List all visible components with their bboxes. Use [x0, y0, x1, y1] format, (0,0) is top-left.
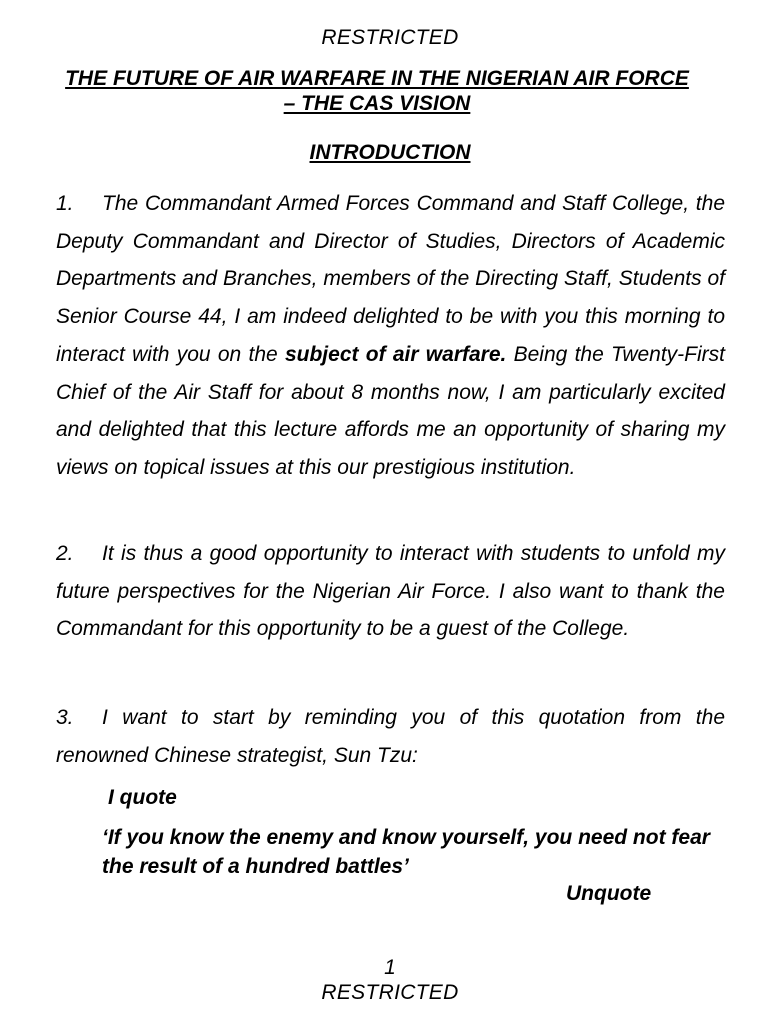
paragraph-3: [56, 699, 725, 774]
document-title: THE FUTURE OF AIR WARFARE IN THE NIGERIAN AIR FORCE – THE CAS VISION: [65, 67, 689, 115]
paragraph-text: I want to start by reminding you of this quotation from the renowned Chinese strategist, Sun Tzu:: [56, 706, 725, 767]
header-classification: RESTRICTED: [321, 26, 459, 49]
paragraph-emphasis: subject of air warfare.: [284, 342, 507, 366]
quote-open-label: I quote: [108, 786, 177, 809]
quote-close-label: Unquote: [566, 882, 652, 905]
footer-classification: RESTRICTED: [321, 981, 459, 1004]
paragraph-text: It is thus a good opportunity to interact with students to unfold my future perspectives for the Nigerian Air Force. I also want to thank the Commandant for this opportunity to be a guest of the College.: [56, 542, 725, 641]
paragraph-text: The Commandant Armed Forces Command and Staff College, the Deputy Commandant and Director of Studies, Directors of Academic Departments and Branches, members of the Directing Staff, Students of Senior Course 44, I am indeed delighted to be with you this morning to interact with you on the: [56, 192, 725, 366]
paragraph-text: Being the Twenty-First Chief of the Air Staff for about 8 months now, I am particularly excited and delighted that this lecture affords me an opportunity of sharing my views on topical issues at this our prestigious institution.: [56, 342, 725, 479]
quotation: ‘If you know the enemy and know yourself, you need not fear the result of a hundred battles’: [102, 826, 710, 878]
paragraph-number: 3.: [56, 706, 74, 729]
paragraph-number: 1.: [56, 192, 74, 215]
section-heading: INTRODUCTION: [309, 141, 471, 164]
paragraph-number: 2.: [56, 542, 74, 565]
page-number: 1: [384, 956, 396, 979]
paragraph-1: [56, 185, 725, 487]
paragraph-2: [56, 535, 725, 648]
